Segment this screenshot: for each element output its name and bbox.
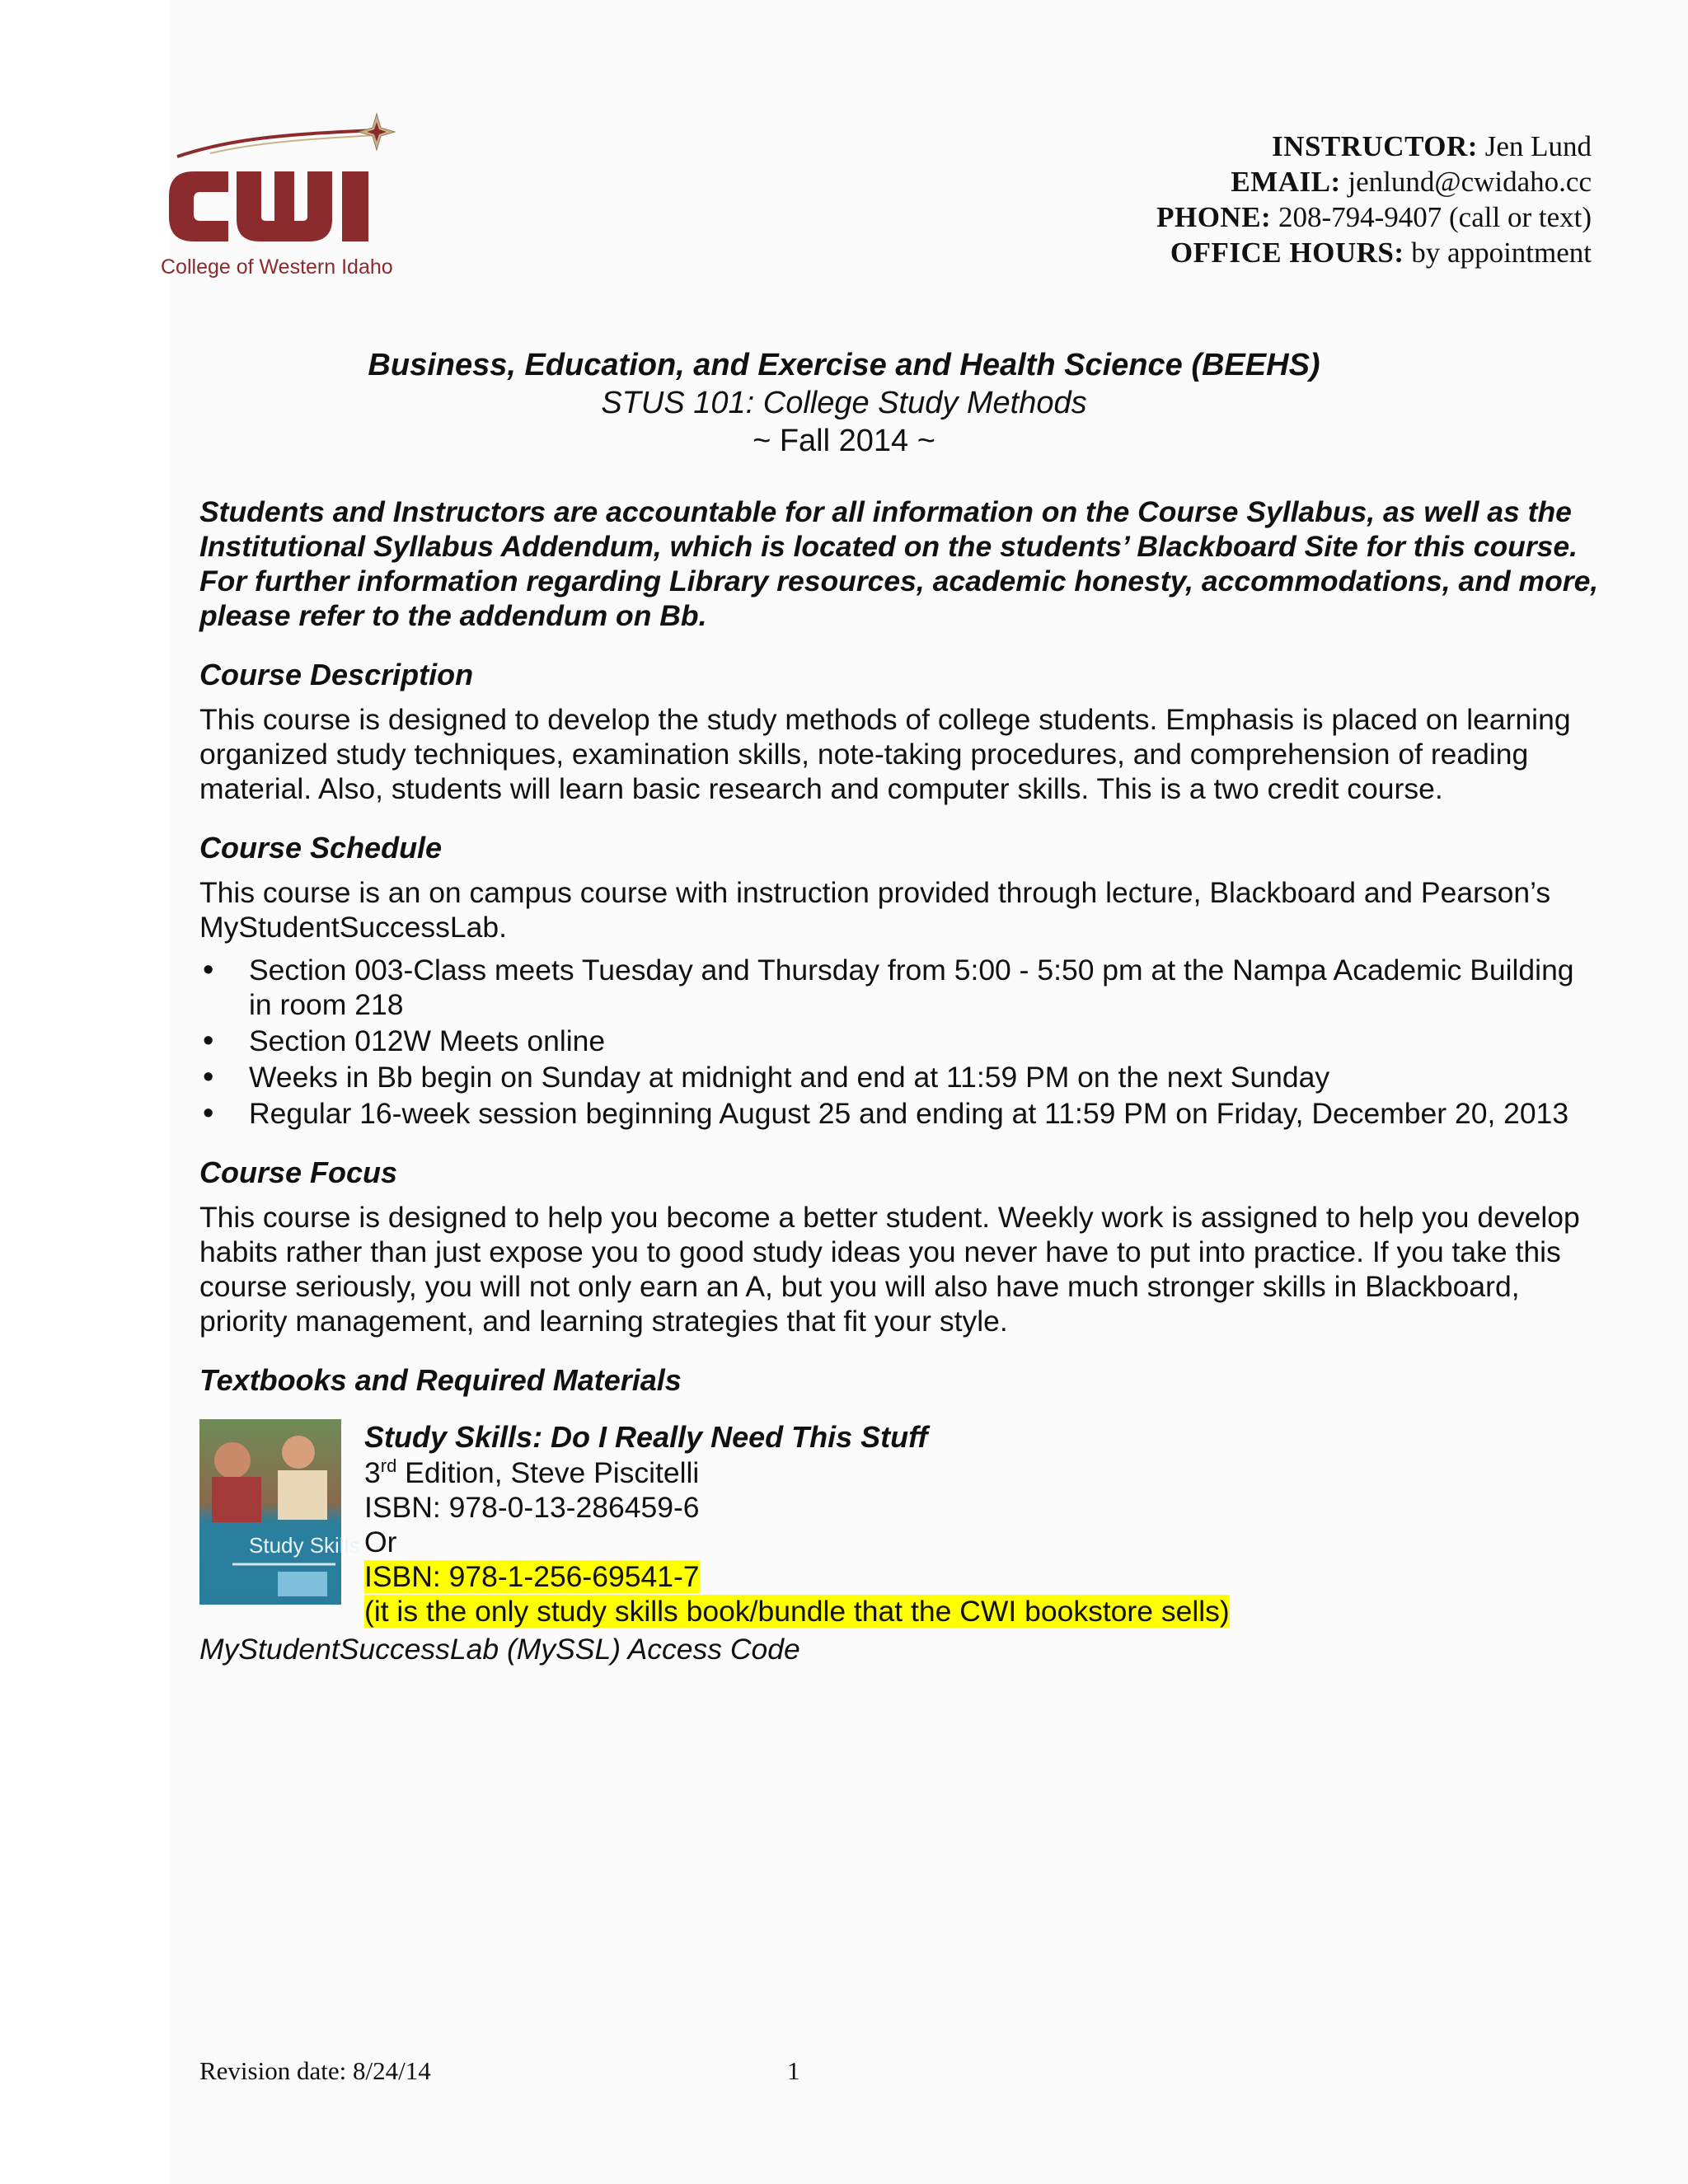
office-hours-row [1156, 235, 1592, 270]
term-title: ~ Fall 2014 ~ [753, 424, 935, 458]
list-item: • Weeks in Bb begin on Sunday at midnight and end at 11:59 PM on the next Sunday [199, 1060, 1601, 1094]
instructor-row [1156, 129, 1592, 164]
course-focus-heading: Course Focus [199, 1155, 398, 1189]
course-title: STUS 101: College Study Methods [601, 386, 1087, 420]
cwi-logo-graphic [161, 114, 408, 258]
book-isbn-bundle [364, 1559, 1230, 1594]
page-number: 1 [787, 2056, 800, 2085]
office-hours-label: OFFICE HOURS: [1170, 237, 1404, 269]
bookstore-note [364, 1594, 1230, 1629]
instructor-label: INSTRUCTOR: [1272, 130, 1478, 162]
book-cover-image [199, 1419, 360, 1605]
course-focus-text: This course is designed to help you become a better student. Weekly work is assigned to help you develop habits rather than just expose you to good study ideas you never have to put into practice. If you take this course seriously, you will not only earn an A, but you will also have much stronger skills in Blackboard, priority management, and learning strategies that fit your style. [199, 1201, 1580, 1338]
cwi-logo [161, 114, 408, 283]
course-schedule-heading: Course Schedule [199, 831, 443, 865]
schedule-list [199, 953, 1601, 1131]
book-title: Study Skills: Do I Really Need This Stuff [364, 1420, 928, 1454]
course-schedule-intro: This course is an on campus course with instruction provided through lecture, Blackboard and Pearson’s MyStudentSuccessLab. [199, 876, 1551, 944]
email-value[interactable]: jenlund@cwidaho.cc [1348, 166, 1592, 198]
list-item: • Section 012W Meets online [199, 1024, 1601, 1058]
book-or: Or [364, 1526, 397, 1558]
book-cover-text: Study Skills [249, 1533, 360, 1558]
phone-label: PHONE: [1156, 201, 1272, 233]
office-hours-value: by appointment [1411, 237, 1592, 269]
list-item: • Section 003-Class meets Tuesday and Thursday from 5:00 - 5:50 pm at the Nampa Academic Building in room 218 [199, 953, 1601, 1022]
access-code-line: MyStudentSuccessLab (MySSL) Access Code [199, 1633, 800, 1666]
book-details [364, 1419, 1230, 1629]
course-description-text: This course is designed to develop the study methods of college students. Emphasis is placed on learning organized study techniques, examination skills, note-taking procedures, and comprehension of reading material. Also, students will learn basic research and computer skills. This is a two credit course. [199, 703, 1571, 805]
book-edition [364, 1455, 1230, 1490]
revision-date: Revision date: 8/24/14 [199, 2056, 431, 2085]
edition-suffix: rd [380, 1455, 397, 1477]
book-isbn-primary: ISBN: 978-0-13-286459-6 [364, 1491, 700, 1524]
course-description-heading: Course Description [199, 658, 474, 691]
edition-author: Edition, Steve Piscitelli [396, 1456, 700, 1489]
list-item: • Regular 16-week session beginning August 25 and ending at 11:59 PM on Friday, December 20, 2013 [199, 1096, 1601, 1131]
phone-row [1156, 199, 1592, 235]
instructor-contact [1156, 129, 1592, 270]
phone-value: 208-794-9407 (call or text) [1278, 201, 1592, 233]
logo-subtitle: College of Western Idaho [161, 255, 393, 279]
book-isbn-bundle-text: ISBN: 978-1-256-69541-7 [364, 1560, 700, 1593]
department-title: Business, Education, and Exercise and Health Science (BEEHS) [368, 348, 1320, 382]
course-header [0, 346, 1688, 460]
textbook-entry [199, 1419, 1601, 1666]
instructor-name: Jen Lund [1484, 130, 1592, 162]
materials-heading: Textbooks and Required Materials [199, 1363, 682, 1397]
accountability-notice: Students and Instructors are accountable for all information on the Course Syllabus, as well as the Institutional Syllabus Addendum, which is located on the students’ Blackboard Site for this course. For further information regarding Library resources, academic honesty, accommodations, and more, please refer to the addendum on Bb. [199, 495, 1599, 632]
email-label: EMAIL: [1231, 166, 1341, 198]
syllabus-content [199, 494, 1601, 1666]
bookstore-note-text: (it is the only study skills book/bundle that the CWI bookstore sells) [364, 1595, 1230, 1628]
edition-number: 3 [364, 1456, 381, 1489]
email-row [1156, 164, 1592, 199]
